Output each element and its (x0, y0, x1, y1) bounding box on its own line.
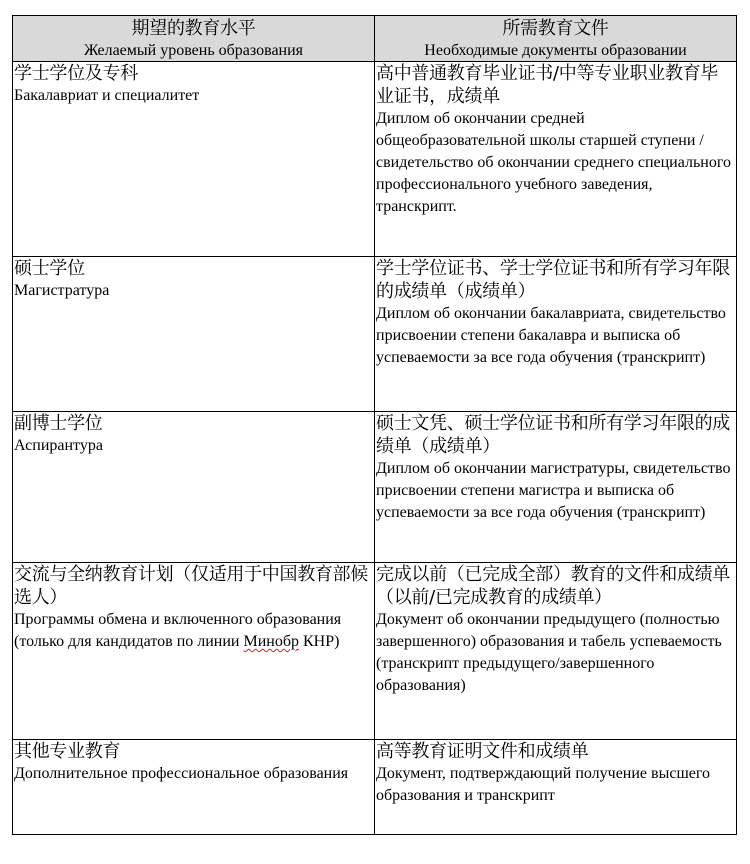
level-zh: 其他专业教育 (14, 741, 121, 762)
level-cell (13, 62, 375, 257)
documents-ru: Документ, подтверждающий получение высшего образования и транскрипт (376, 765, 711, 804)
header-docs-zh: 所需教育文件 (502, 18, 609, 39)
level-ru: Магистратура (14, 282, 110, 299)
table-header (13, 16, 737, 62)
table-row (13, 412, 737, 563)
documents-cell (375, 257, 737, 412)
documents-zh: 高中普通教育毕业证书/中等专业职业教育毕业证书，成绩单 (376, 63, 719, 107)
documents-ru: Диплом об окончании бакалавриата, свидетельство присвоении степени бакалавра и выписка об успеваемости за все года обучения (транскрипт) (376, 305, 726, 366)
header-level-ru: Желаемый уровень образования (83, 42, 304, 59)
header-docs-ru: Необходимые документы образовании (424, 42, 687, 59)
level-zh: 学士学位及专科 (14, 63, 138, 84)
table-body (13, 62, 737, 835)
documents-zh: 硕士文凭、硕士学位证书和所有学习年限的成绩单（成绩单） (376, 413, 730, 457)
education-requirements-table (12, 15, 737, 835)
level-zh: 副博士学位 (14, 413, 103, 434)
header-education-level (13, 16, 375, 62)
documents-ru: Диплом об окончании средней общеобразовательной школы старшей ступени / свидетельство об окончании среднего специального профессионального учебного заведения, транскрипт. (376, 110, 731, 215)
level-ru-text: Программы обмена и включенного образования (только для кандидатов по линии (14, 611, 342, 650)
level-ru: Дополнительное профессиональное образования (14, 765, 349, 782)
documents-zh: 完成以前（已完成全部）教育的文件和成绩单（以前/已完成教育的成绩单） (376, 564, 730, 608)
table-row (13, 563, 737, 740)
documents-cell (375, 62, 737, 257)
header-row (13, 16, 737, 62)
documents-cell (375, 412, 737, 563)
documents-cell (375, 740, 737, 835)
level-zh: 硕士学位 (14, 258, 85, 279)
level-ru-text-end: КНР) (298, 633, 340, 650)
documents-zh: 高等教育证明文件和成绩单 (376, 741, 589, 762)
table-row (13, 62, 737, 257)
header-required-documents (375, 16, 737, 62)
level-ru: Аспирантура (14, 437, 103, 454)
table-row (13, 740, 737, 835)
level-ru (14, 609, 373, 653)
document-page (12, 15, 736, 835)
header-level-zh: 期望的教育水平 (131, 18, 256, 39)
documents-ru: Диплом об окончании магистратуры, свидетельство присвоении степени магистра и выписка об успеваемости за все года обучения (транскрипт) (376, 460, 731, 521)
level-cell (13, 740, 375, 835)
level-cell (13, 563, 375, 740)
level-cell (13, 257, 375, 412)
level-cell (13, 412, 375, 563)
documents-cell (375, 563, 737, 740)
documents-zh: 学士学位证书、学士学位证书和所有学习年限的成绩单（成绩单） (376, 258, 730, 302)
level-ru: Бакалавриат и специалитет (14, 87, 200, 104)
documents-ru: Документ об окончании предыдущего (полностью завершенного) образования и табель успеваемость (транскрипт предыдущего/завершенного образования) (376, 611, 722, 694)
spellcheck-underlined-word: Минобр (243, 633, 299, 650)
level-zh: 交流与全纳教育计划（仅适用于中国教育部候选人） (14, 564, 368, 608)
table-row (13, 257, 737, 412)
